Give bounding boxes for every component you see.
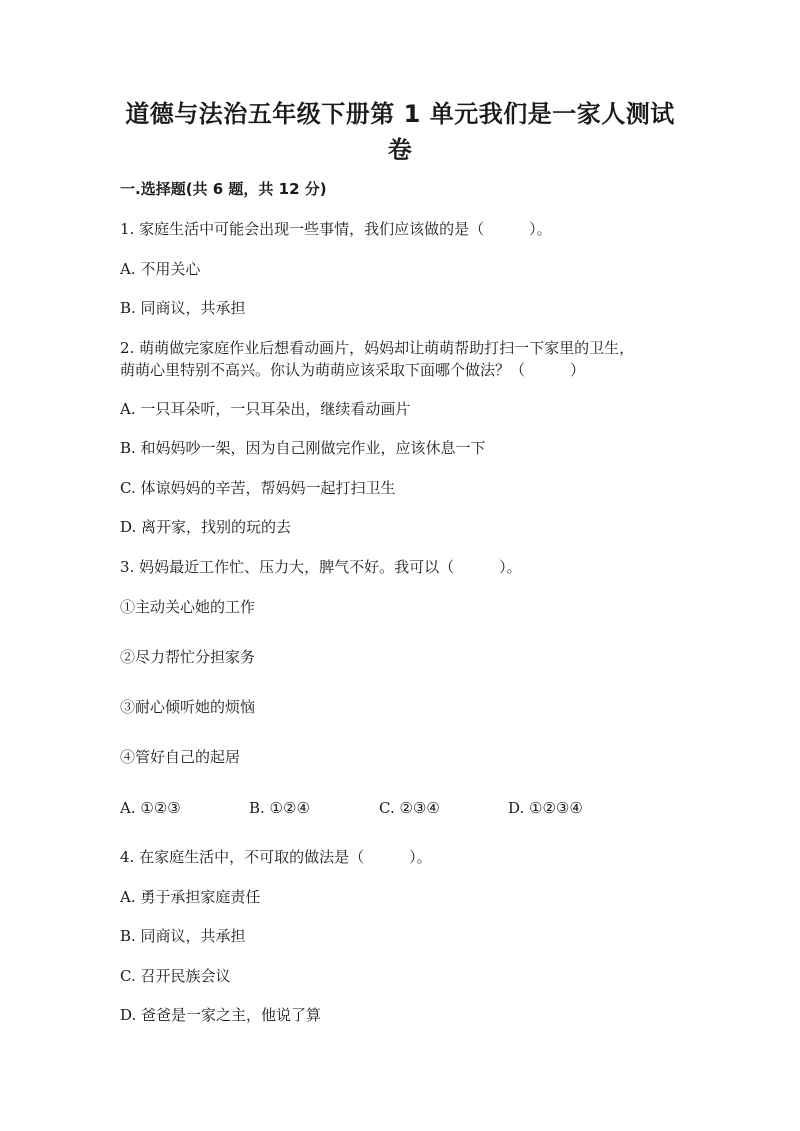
question-2-option-b: B. 和妈妈吵一架，因为自己刚做完作业，应该休息一下 — [120, 439, 486, 457]
question-1-stem: 1. 家庭生活中可能会出现一些事情，我们应该做的是（ ）。 — [120, 220, 552, 238]
question-2-option-a: A. 一只耳朵听，一只耳朵出，继续看动画片 — [120, 400, 411, 418]
question-3-option-b: B. ①②④ — [249, 799, 310, 817]
question-2-option-c: C. 体谅妈妈的辛苦，帮妈妈一起打扫卫生 — [120, 479, 396, 497]
question-3-item-3: ③耐心倾听她的烦恼 — [120, 698, 256, 716]
section-heading: 一.选择题(共 6 题，共 12 分) — [120, 180, 327, 198]
question-3-item-4: ④管好自己的起居 — [120, 748, 241, 766]
question-3-option-a: A. ①②③ — [120, 799, 181, 817]
question-4-stem: 4. 在家庭生活中，不可取的做法是（ ）。 — [120, 848, 432, 866]
page-title — [100, 96, 700, 168]
question-4-option-a: A. 勇于承担家庭责任 — [120, 888, 261, 906]
question-2-stem — [120, 337, 680, 381]
question-4-option-d: D. 爸爸是一家之主，他说了算 — [120, 1006, 322, 1024]
question-4-option-b: B. 同商议，共承担 — [120, 927, 246, 945]
question-3-option-d: D. ①②③④ — [508, 799, 583, 817]
question-3-item-1: ①主动关心她的工作 — [120, 598, 256, 616]
title-line-1: 道德与法治五年级下册第 1 单元我们是一家人测试 — [125, 100, 675, 128]
question-1-option-b: B. 同商议，共承担 — [120, 299, 246, 317]
question-4-option-c: C. 召开民族会议 — [120, 967, 231, 985]
question-1-option-a: A. 不用关心 — [120, 260, 201, 278]
title-line-2: 卷 — [387, 136, 413, 164]
question-2-stem-line-1: 2. 萌萌做完家庭作业后想看动画片，妈妈却让萌萌帮助打扫一下家里的卫生， — [120, 339, 635, 357]
question-2-option-d: D. 离开家，找别的玩的去 — [120, 518, 292, 536]
question-2-stem-line-2: 萌萌心里特别不高兴。你认为萌萌应该采取下面哪个做法？（ ） — [120, 361, 586, 379]
question-3-option-c: C. ②③④ — [379, 799, 440, 817]
question-3-item-2: ②尽力帮忙分担家务 — [120, 648, 256, 666]
question-3-stem: 3. 妈妈最近工作忙、压力大，脾气不好。我可以（ ）。 — [120, 558, 522, 576]
